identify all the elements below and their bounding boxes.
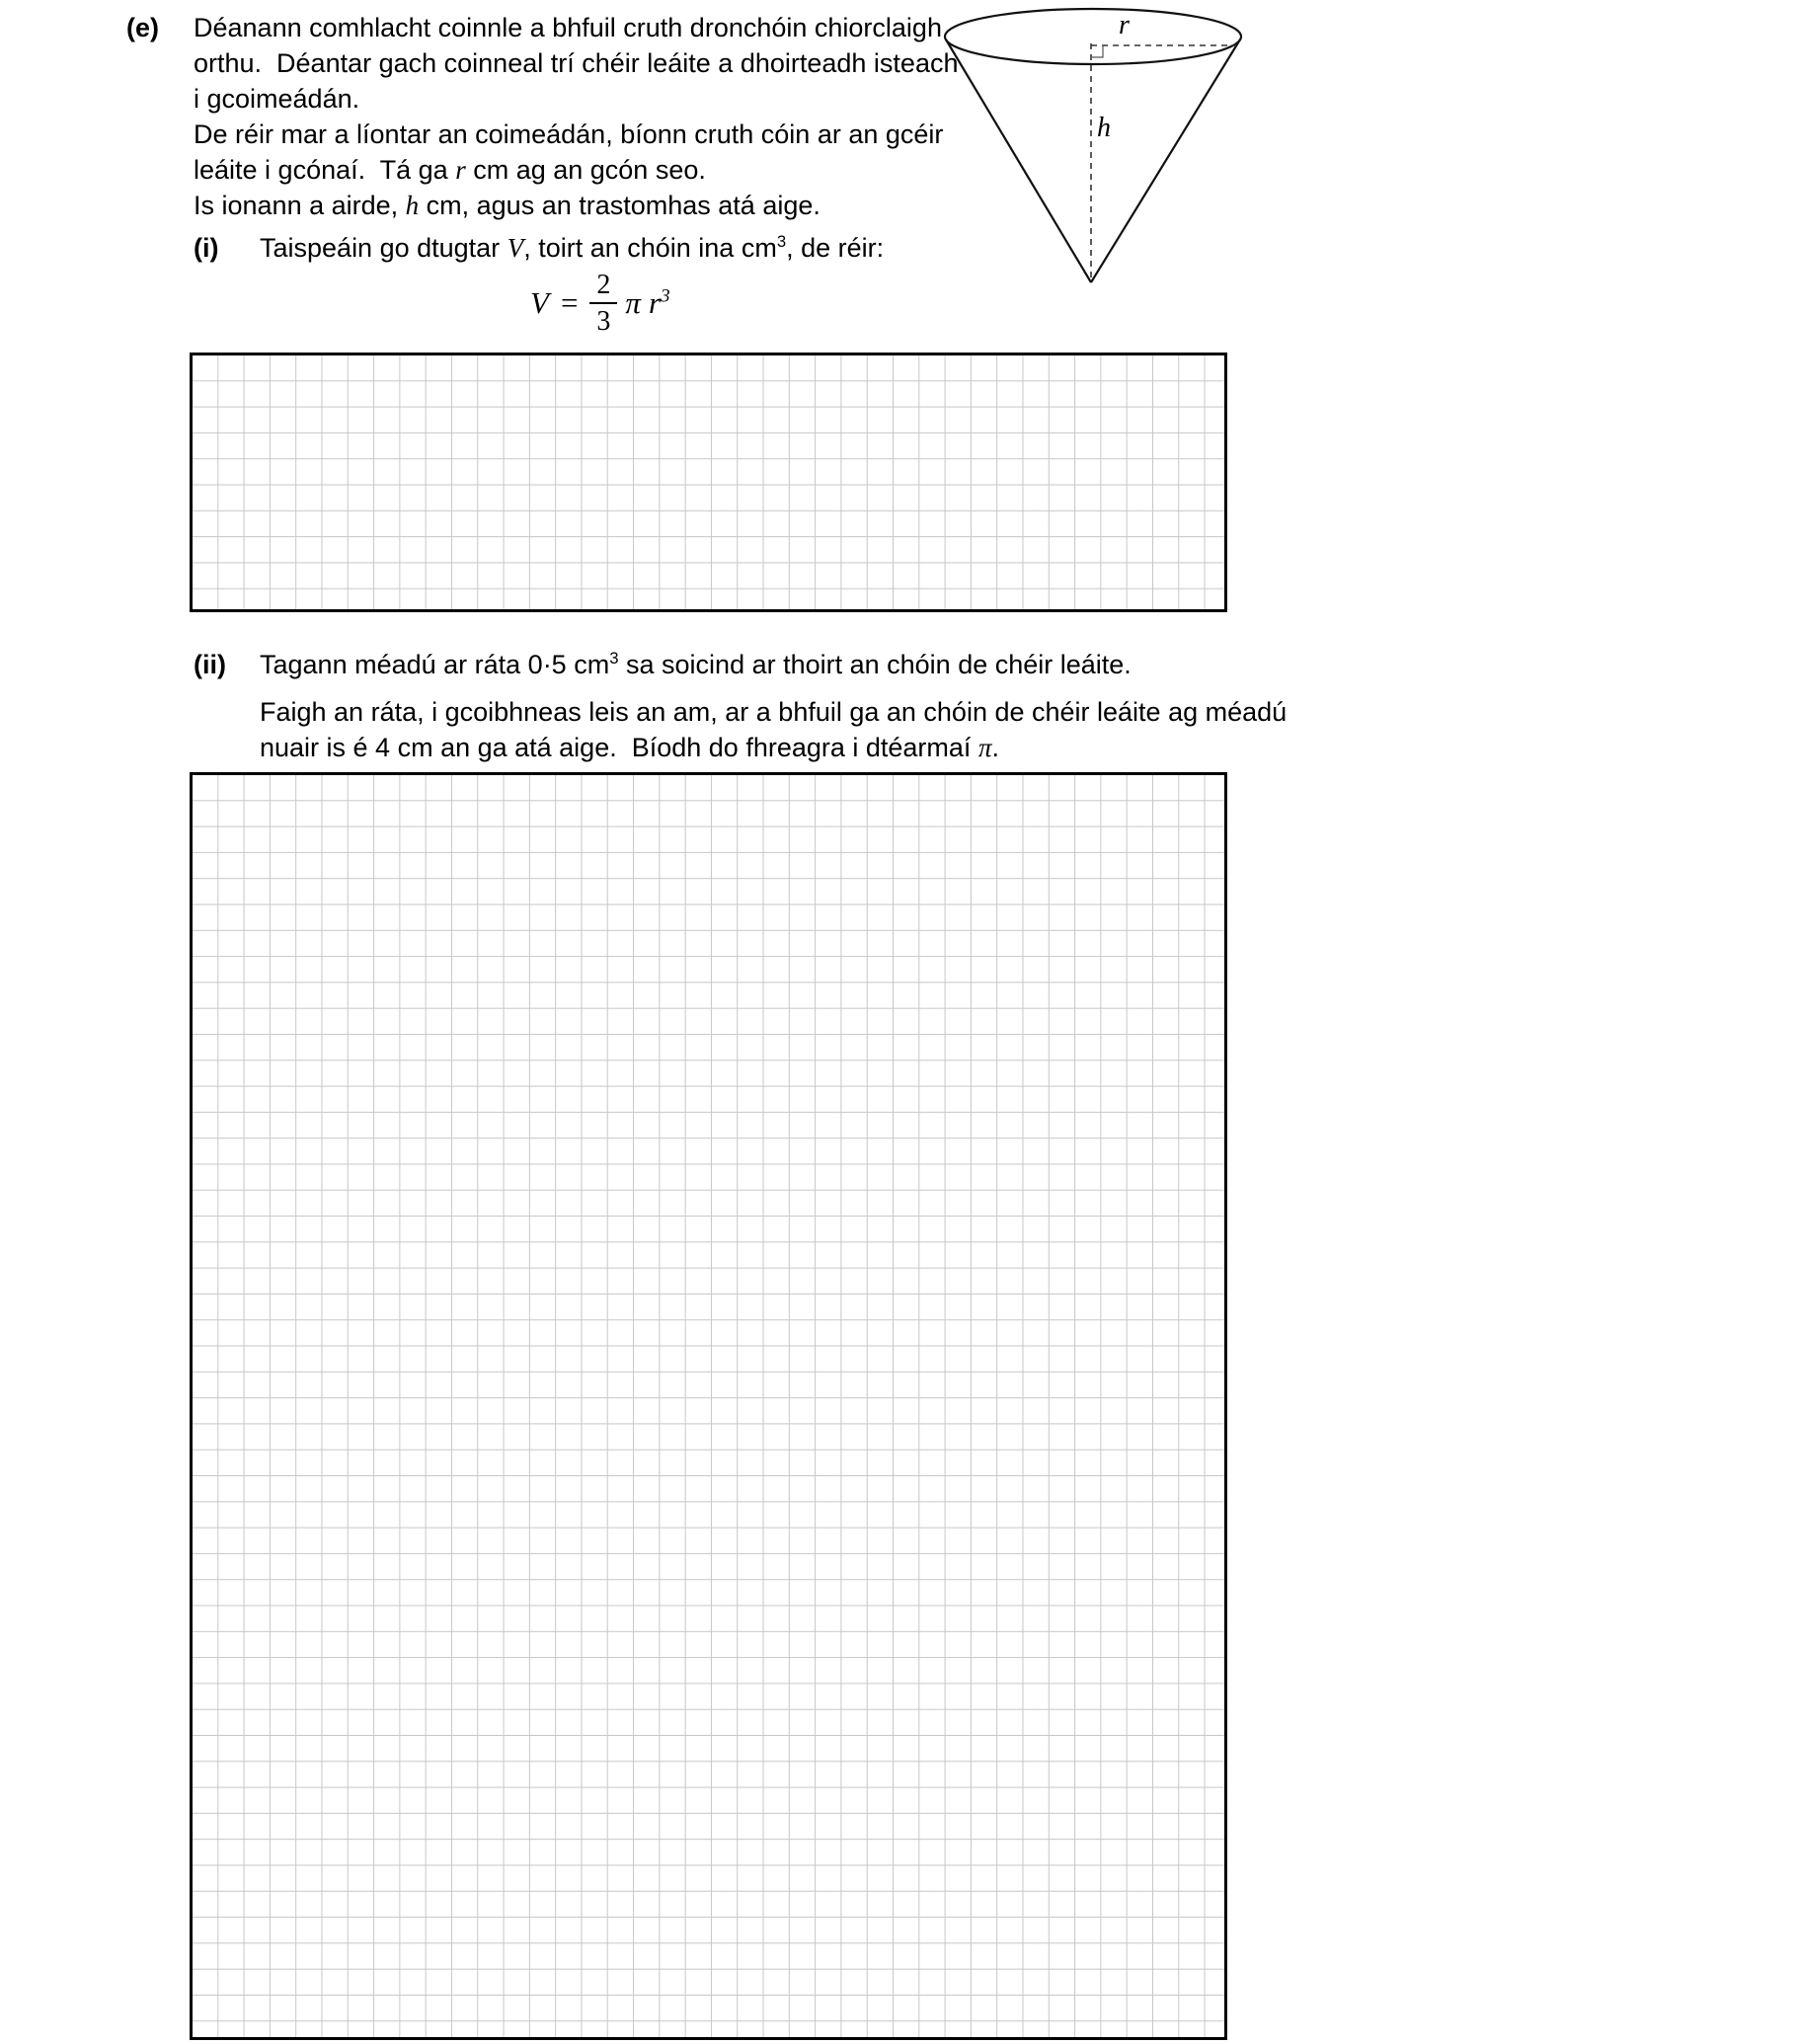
fraction-two-thirds <box>589 269 617 338</box>
item-i-text-a: Taispeáin go dtugtar <box>260 233 508 263</box>
body-line-2 <box>194 152 943 188</box>
body-line-3 <box>194 188 943 223</box>
cone-svg <box>933 2 1259 294</box>
formula-r: r <box>648 285 662 320</box>
item-ii-cm-cubed-sup: 3 <box>609 649 619 668</box>
height-label: h <box>1097 113 1111 143</box>
item-i-text-b: , toirt an chóin ina cm <box>523 233 777 263</box>
body-line-2-tail: cm ag an gcón seo. <box>465 155 706 185</box>
item-ii-paragraph <box>260 694 1287 765</box>
item-ii-label: (ii) <box>194 650 226 679</box>
item-i-label: (i) <box>194 233 219 263</box>
intro-paragraph <box>194 10 958 117</box>
item-ii-text-b: sa soicind ar thoirt an chóin de chéir leáite. <box>618 650 1132 679</box>
pi-symbol: π <box>625 285 641 320</box>
item-ii-text-a: Tagann méadú ar ráta 0·5 cm <box>260 650 610 679</box>
var-V: V <box>507 233 524 263</box>
item-ii-para-line-2-tail: . <box>991 733 999 762</box>
question-part-label: (e) <box>126 13 159 42</box>
intro-line-2: orthu. Déantar gach coinneal trí chéir leáite a dhoirteadh isteach <box>194 48 959 78</box>
fraction-numerator: 2 <box>589 269 617 304</box>
item-i-text <box>260 230 884 266</box>
item-ii-text <box>260 647 1132 682</box>
body-paragraph <box>194 117 943 223</box>
fraction-denominator: 3 <box>596 306 611 337</box>
body-line-2-text: leáite i gcónaí. Tá ga <box>194 155 456 185</box>
equals-sign: = <box>560 285 579 320</box>
body-line-3-text: Is ionann a airde, <box>194 191 406 220</box>
item-ii-pi-symbol: π <box>977 733 992 762</box>
cm-cubed-sup: 3 <box>776 232 787 251</box>
body-line-1: De réir mar a líontar an coimeádán, bíonn cruth cóin ar an gcéir <box>194 119 944 149</box>
volume-formula <box>530 269 670 338</box>
item-ii-para-line-2 <box>260 730 1287 765</box>
item-ii-para-line-2-text: nuair is é 4 cm an ga atá aige. Bíodh do fhreagra i dtéarmaí <box>260 733 978 762</box>
r-cubed-term <box>649 285 670 321</box>
intro-line-3: i gcoimeádán. <box>194 84 360 114</box>
var-h: h <box>405 191 420 220</box>
answer-grid-1 <box>190 353 1227 612</box>
intro-line-1: Déanann comhlacht coinnle a bhfuil cruth dronchóin chiorclaigh <box>194 13 942 42</box>
formula-V: V <box>530 285 549 320</box>
item-ii-para-line-1: Faigh an ráta, i gcoibhneas leis an am, ar a bhfuil ga an chóin de chéir leáite ag méadú <box>260 697 1288 727</box>
answer-grid-2 <box>190 772 1227 2040</box>
var-r: r <box>455 155 466 185</box>
item-i-text-c: , de réir: <box>786 233 885 263</box>
body-line-3-tail: cm, agus an trastomhas atá aige. <box>419 191 820 220</box>
radius-label: r <box>1119 10 1130 40</box>
cone-diagram <box>933 2 1259 294</box>
formula-exponent: 3 <box>661 285 670 307</box>
